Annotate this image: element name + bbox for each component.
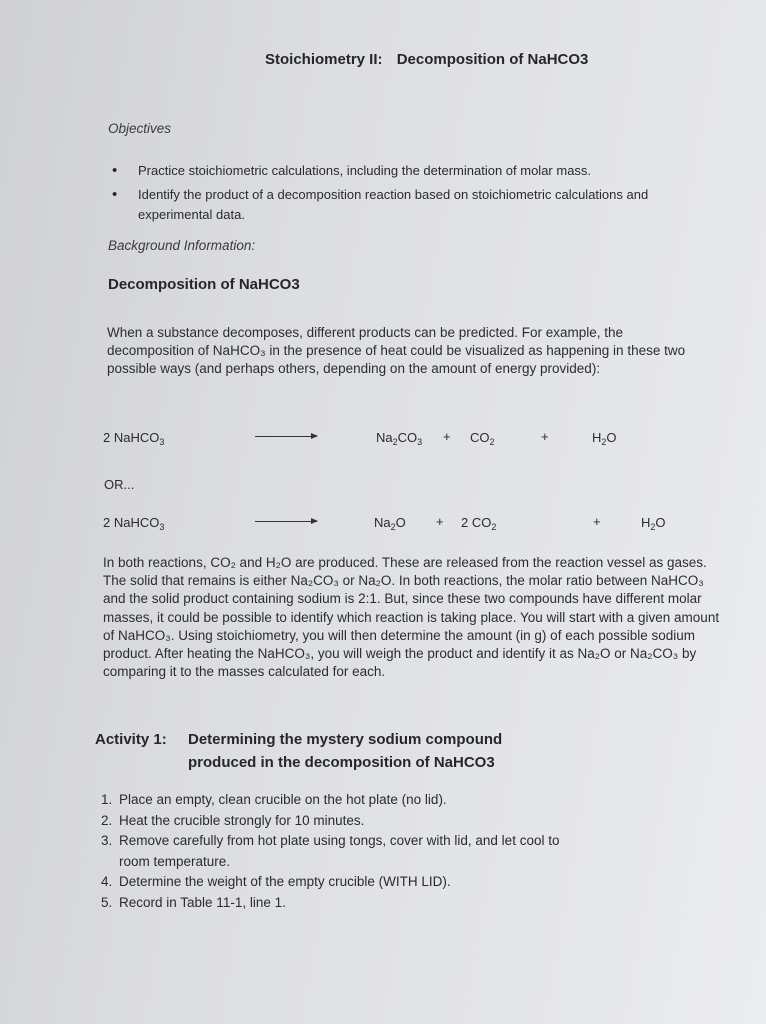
objective-item: • Practice stoichiometric calculations, including the determination of molar mass.	[110, 161, 710, 181]
reaction-2-product-1: $Na_2O$	[374, 515, 406, 532]
reaction-1-reactant: 2 NaHCO$_3$	[103, 430, 165, 447]
activity-title-line-2: produced in the decomposition of NaHCO3	[188, 754, 495, 771]
reaction-1-plus-2: +	[541, 429, 549, 444]
reaction-2-reactant: 2 NaHCO$_3$	[103, 515, 165, 532]
section-title: Decomposition of NaHCO3	[108, 276, 300, 293]
reaction-1-product-1: $Na_2CO_3$	[376, 430, 423, 447]
reaction-1-product-3: $H_2O$	[592, 430, 617, 447]
activity-title-line-1: Determining the mystery sodium compound	[188, 731, 503, 748]
page-title	[265, 51, 588, 68]
reaction-2-plus-1: +	[436, 514, 444, 529]
activity-label: Activity 1:	[95, 731, 167, 748]
background-heading: Background Information:	[108, 238, 256, 253]
step-item: 3. Remove carefully from hot plate using tongs, cover with lid, and let cool to room temperature.	[101, 833, 560, 869]
step-item: 1. Place an empty, clean crucible on the hot plate (no lid).	[101, 792, 447, 807]
objective-item: • Identify the product of a decomposition reaction based on stoichiometric calculations and experimental data.	[110, 185, 710, 225]
objectives-list	[110, 161, 710, 225]
step-item: 4. Determine the weight of the empty crucible (WITH LID).	[101, 874, 451, 890]
step-item: 5. Record in Table 11-1, line 1.	[101, 894, 286, 910]
explanation-paragraph: In both reactions, CO₂ and H₂O are produced. These are released from the reaction vessel as gases. The solid that remains is either Na₂CO₃ or Na₂O. In both reactions, the molar ratio between NaHCO₃ and the solid product containing sodium is 2:1. But, since these two compounds have different molar masses, it could be possible to identify which reaction is taking place. You will start with a given amount of NaHCO₃. Using stoichiometry, you will then determine the amount (in g) of each possible sodium product. After heating the NaHCO₃, you will weigh the product and identify it as Na₂O or Na₂CO₃ by comparing it to the masses calculated for each.	[103, 555, 720, 680]
activity-steps	[101, 790, 561, 914]
or-label: OR...	[104, 477, 135, 492]
reaction-2-product-3: $H_2O$	[641, 515, 666, 532]
reaction-arrow-icon	[255, 436, 317, 437]
step-item: 2. Heat the crucible strongly for 10 minutes.	[101, 812, 365, 828]
objectives-heading: Objectives	[108, 121, 172, 136]
reaction-2-product-2: 2 $CO_2$	[461, 515, 497, 532]
reaction-2-plus-2: +	[593, 514, 601, 529]
reaction-1-product-2: $CO_2$	[470, 430, 495, 447]
reaction-1-plus-1: +	[443, 429, 451, 444]
title-part-2: Decomposition of NaHCO3	[396, 51, 589, 68]
intro-paragraph: When a substance decomposes, different products can be predicted. For example, the decomposition of NaHCO₃ in the presence of heat could be visualized as happening in these two possible ways (and perhaps others, depending on the amount of energy provided):	[107, 325, 686, 377]
reaction-arrow-icon	[255, 521, 317, 522]
title-part-1: Stoichiometry II:	[265, 51, 383, 68]
